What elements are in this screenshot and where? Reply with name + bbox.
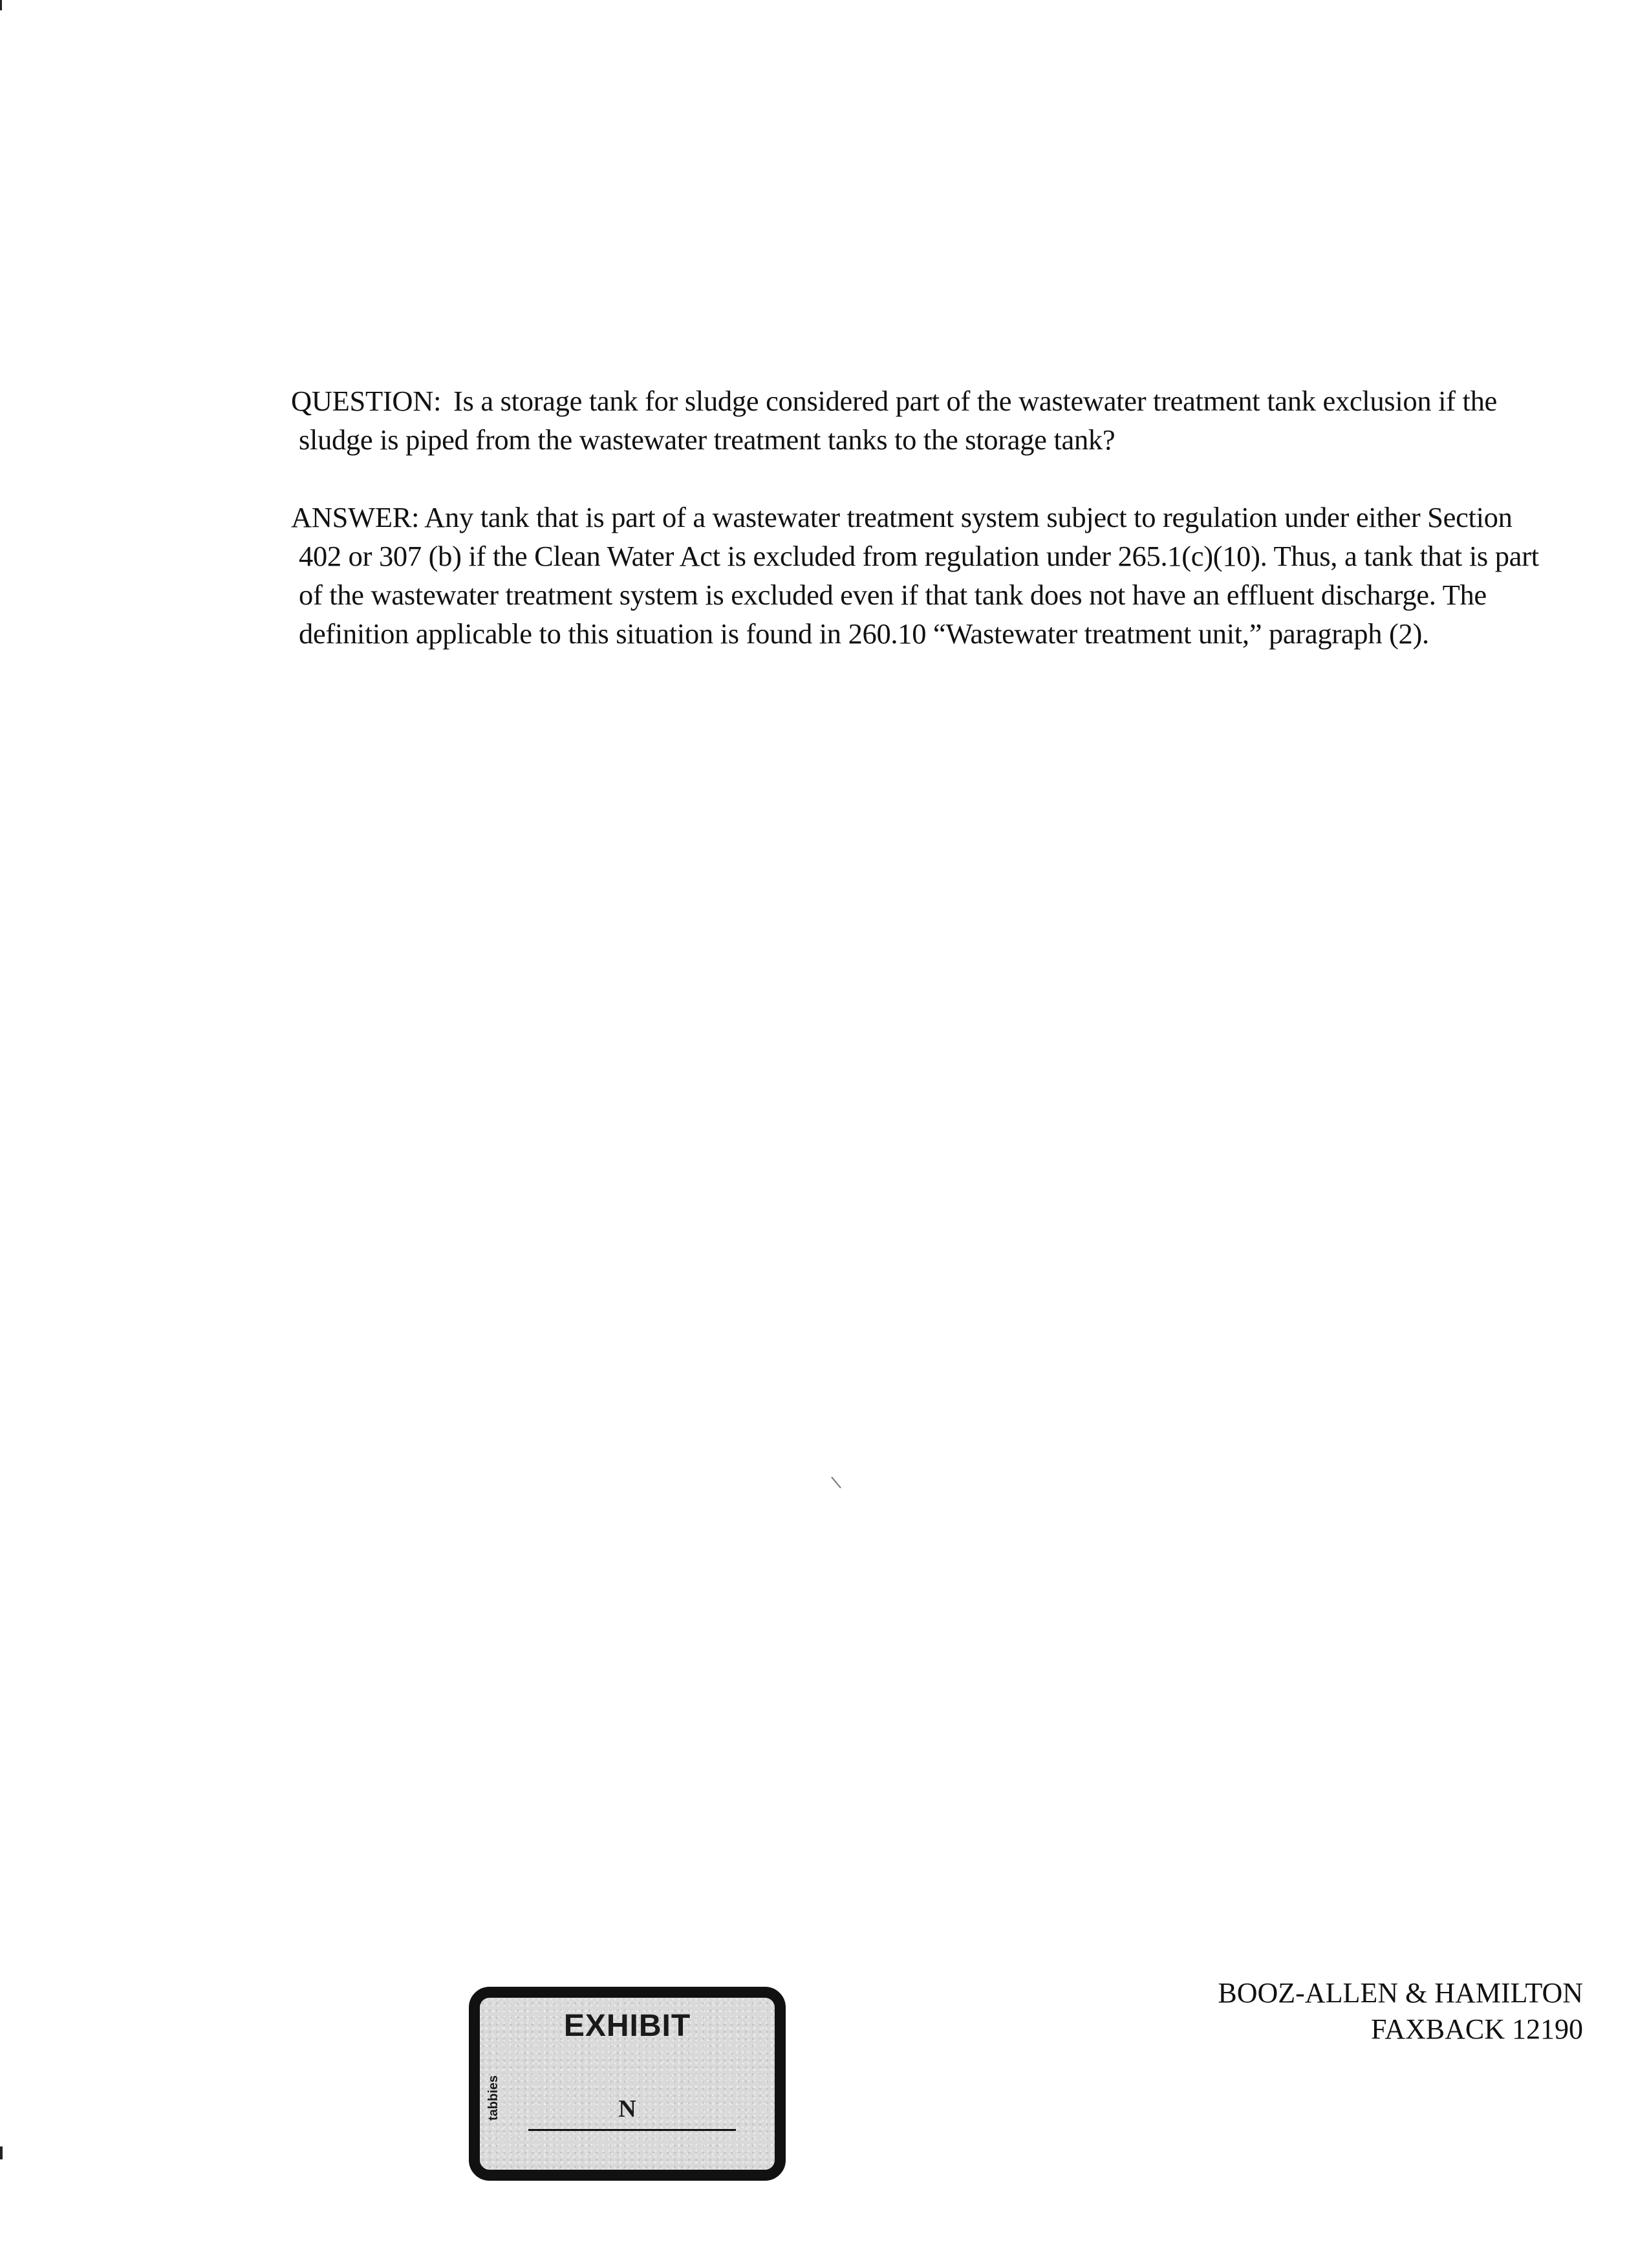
footer-organization: BOOZ-ALLEN & HAMILTON [1218, 1977, 1583, 2009]
answer-label: ANSWER: [291, 501, 420, 533]
answer-block [291, 498, 1558, 653]
answer-text: Any tank that is part of a wastewater treatment system subject to regulation under either Section 402 or 307 (b) if the Clean Water Act is excluded from regulation under 265.1(c)(10). Thus, a tank that is part of the wastewater treatment system is excluded even if that tank does not have an effluent discharge. The definition applicable to this situation is found in 260.10 “Wastewater treatment unit,” paragraph (2). [299, 501, 1539, 650]
exhibit-brand-label: tabbies [486, 2075, 501, 2121]
scan-artifact [0, 0, 2, 10]
exhibit-underline [528, 2129, 736, 2131]
answer-paragraph [291, 498, 1558, 653]
question-block [291, 381, 1558, 459]
question-paragraph [291, 381, 1558, 459]
exhibit-sticker [469, 1987, 786, 2181]
scan-artifact [831, 1477, 841, 1488]
question-text: Is a storage tank for sludge considered part of the wastewater treatment tank exclusion if the sludge is piped from the wastewater treatment tanks to the storage tank? [299, 385, 1497, 456]
question-label: QUESTION: [291, 385, 442, 417]
scan-artifact [0, 2146, 3, 2159]
exhibit-value: N [618, 2095, 636, 2123]
exhibit-title: EXHIBIT [563, 2009, 691, 2043]
footer-reference [1099, 1975, 1583, 2048]
footer-faxback-number: FAXBACK 12190 [1370, 2013, 1583, 2045]
